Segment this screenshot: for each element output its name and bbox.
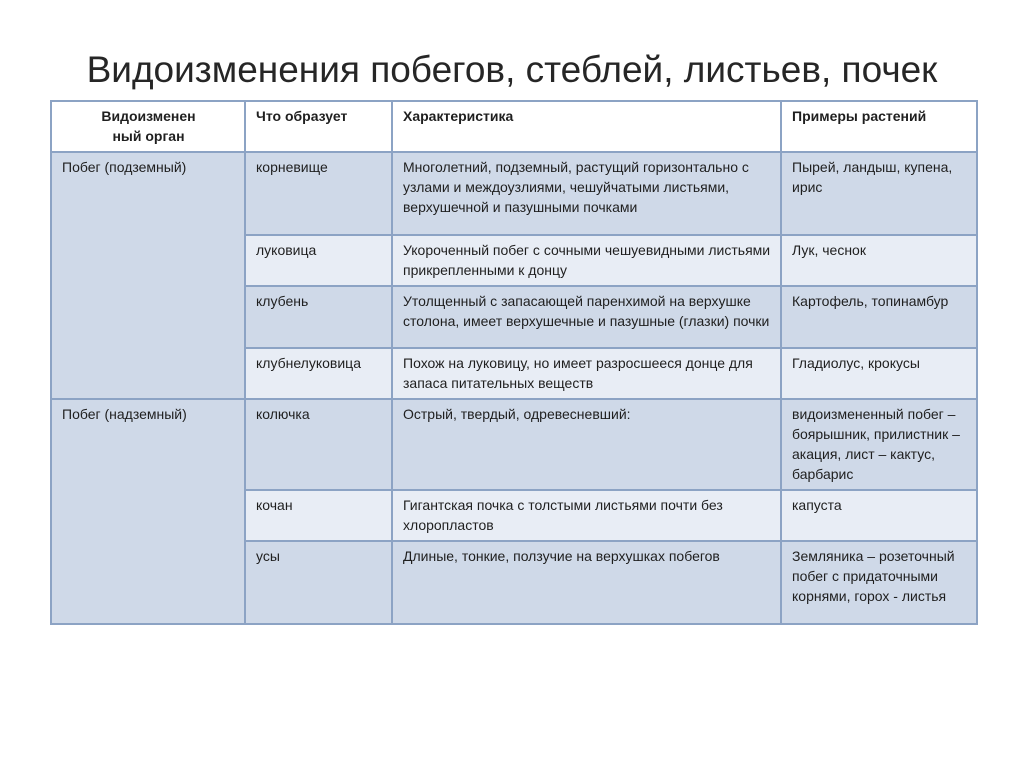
cell-forms: клубнелуковица <box>245 348 392 399</box>
group-organ-underground: Побег (подземный) <box>51 152 245 399</box>
cell-examples: Гладиолус, крокусы <box>781 348 977 399</box>
header-forms: Что образует <box>245 101 392 152</box>
table-header-row <box>51 101 977 152</box>
cell-examples: Земляника – розеточный побег с придаточными корнями, горох - листья <box>781 541 977 624</box>
cell-characteristic: Длиные, тонкие, ползучие на верхушках побегов <box>392 541 781 624</box>
header-organ: Видоизменен ный орган <box>51 101 245 152</box>
header-characteristic: Характеристика <box>392 101 781 152</box>
group-organ-aboveground: Побег (надземный) <box>51 399 245 624</box>
modifications-table <box>50 100 978 625</box>
cell-examples: видоизмененный побег – боярышник, прилистник – акация, лист – кактус, барбарис <box>781 399 977 490</box>
cell-characteristic: Утолщенный с запасающей паренхимой на верхушке столона, имеет верхушечные и пазушные (глазки) почки <box>392 286 781 348</box>
cell-forms: усы <box>245 541 392 624</box>
cell-forms: колючка <box>245 399 392 490</box>
cell-characteristic: Острый, твердый, одревесневший: <box>392 399 781 490</box>
cell-forms: корневище <box>245 152 392 235</box>
cell-forms: кочан <box>245 490 392 541</box>
cell-characteristic: Укороченный побег с сочными чешуевидными листьями прикрепленными к донцу <box>392 235 781 286</box>
cell-examples: капуста <box>781 490 977 541</box>
cell-forms: луковица <box>245 235 392 286</box>
cell-forms: клубень <box>245 286 392 348</box>
slide-title: Видоизменения побегов, стеблей, листьев, почек <box>86 49 938 90</box>
header-examples: Примеры растений <box>781 101 977 152</box>
cell-examples: Картофель, топинамбур <box>781 286 977 348</box>
cell-characteristic: Многолетний, подземный, растущий горизонтально с узлами и междоузлиями, чешуйчатыми листьями, верхушечной и пазушными почками <box>392 152 781 235</box>
cell-characteristic: Похож на луковицу, но имеет разросшееся донце для запаса питательных веществ <box>392 348 781 399</box>
cell-examples: Лук, чеснок <box>781 235 977 286</box>
table-row <box>51 399 977 490</box>
cell-examples: Пырей, ландыш, купена, ирис <box>781 152 977 235</box>
cell-characteristic: Гигантская почка с толстыми листьями почти без хлоропластов <box>392 490 781 541</box>
table-row <box>51 152 977 235</box>
